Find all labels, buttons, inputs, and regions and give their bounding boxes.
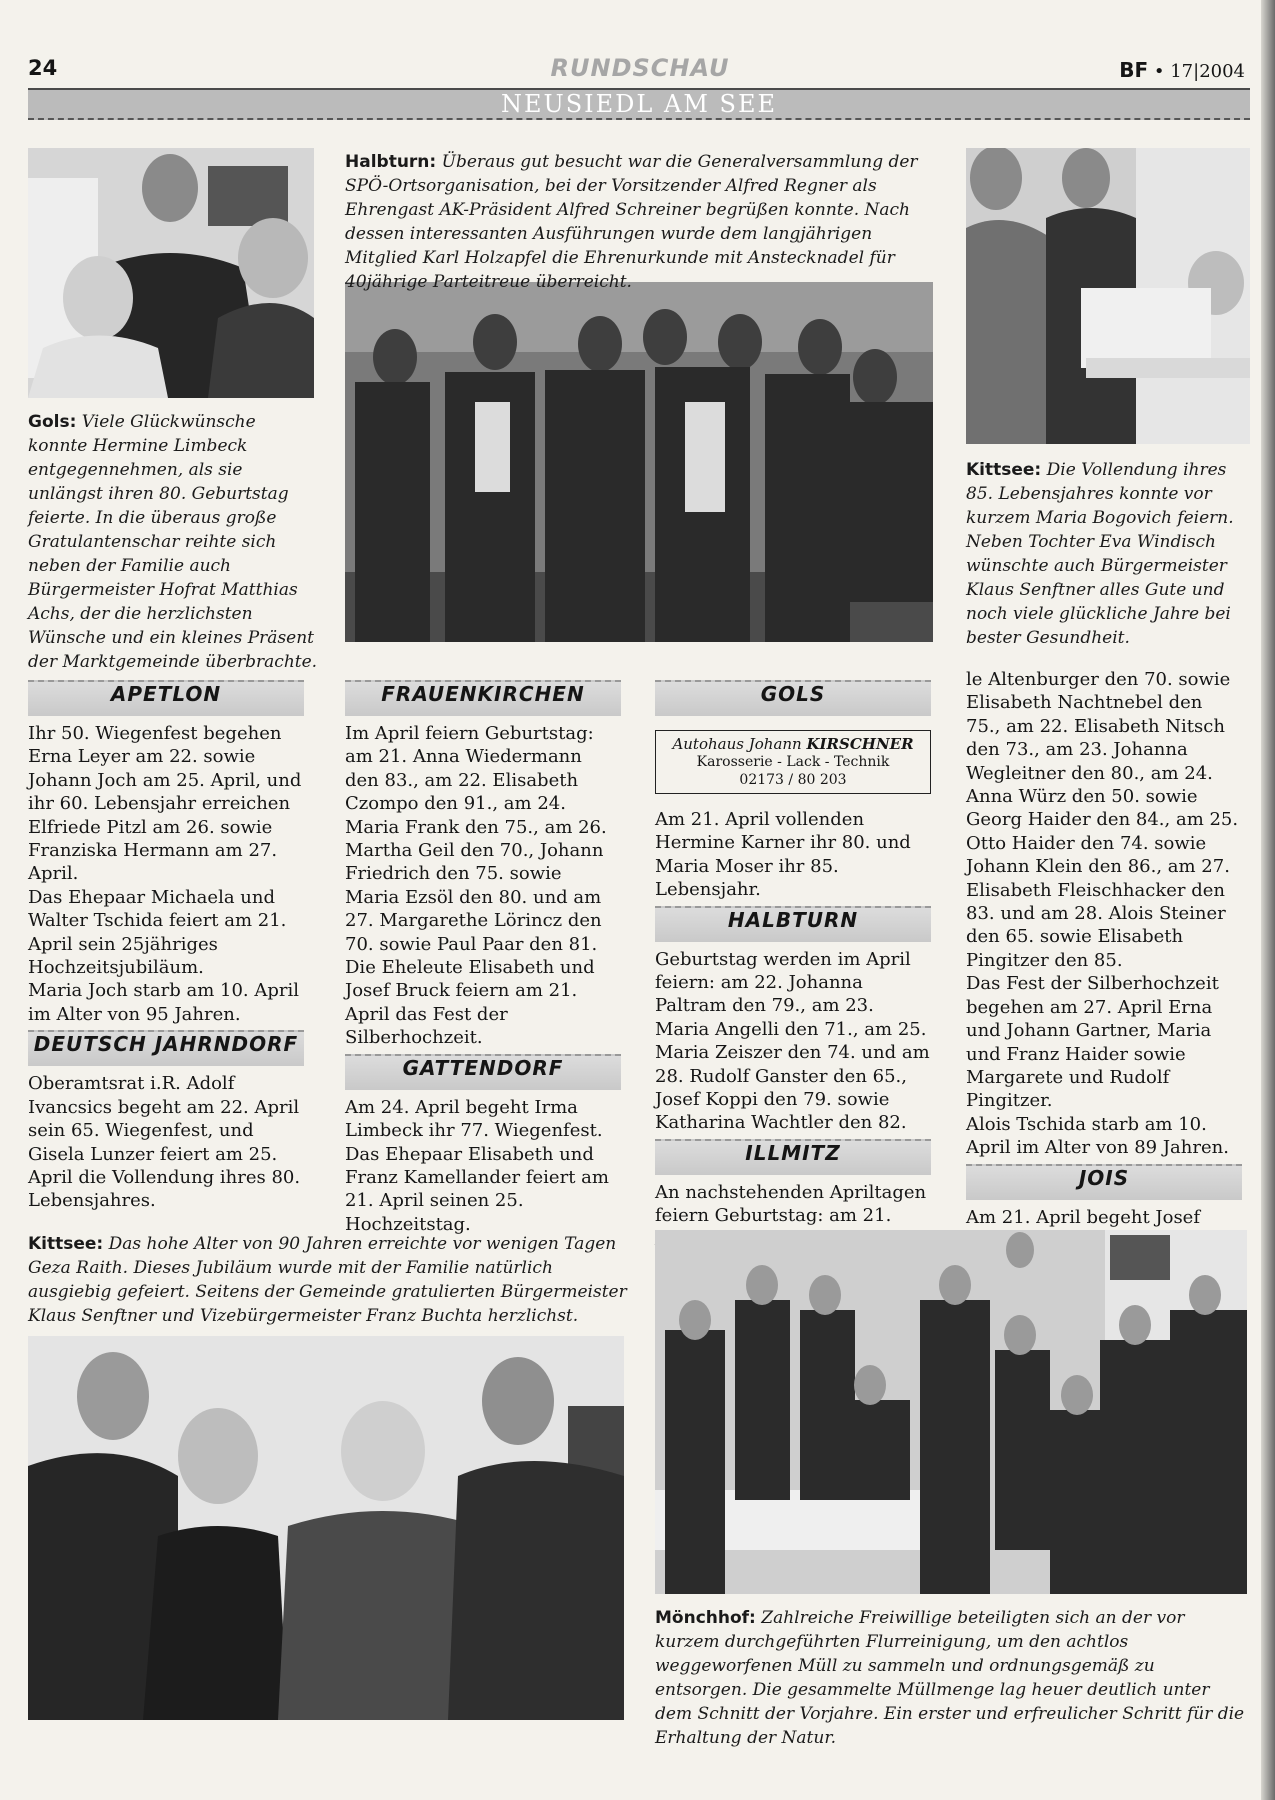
- ad-autohaus-kirschner: [655, 730, 931, 794]
- photo-halbturn: [345, 282, 933, 642]
- continued-para: Alois Tschida starb am 10. April im Alter von 89 Jahren.: [966, 1113, 1229, 1159]
- issue-brand: BF: [1119, 58, 1149, 82]
- photo-kittsee-top: [966, 148, 1250, 444]
- section-title: NEUSIEDL AM SEE: [500, 90, 777, 118]
- apetlon-para: Ihr 50. Wiegenfest begehen Erna Leyer am 22. sowie Johann Joch am 25. April, und ihr 60. Lebensjahr erreichen Elfriede Pitzl am 26. sowie Franziska Hermann am 27. April.: [28, 723, 302, 885]
- caption-gols-text: Viele Glückwünsche konnte Hermine Limbeck entgegennehmen, als sie unlängst ihren 80. Geburtstag feierte. In die überaus große Gratulantenschar reihte sich neben der Familie auch Bürgermeister Hofrat Matthias Achs, der die herzlichsten Wünsche und ein kleines Präsent der Marktgemeinde überbrachte.: [28, 412, 318, 672]
- apetlon-para: Maria Joch starb am 10. April im Alter von 95 Jahren.: [28, 980, 299, 1025]
- caption-kittsee-top: [966, 458, 1248, 650]
- issue-separator: •: [1153, 61, 1165, 82]
- caption-moenchhof: [655, 1606, 1245, 1750]
- column-4: [966, 668, 1242, 1276]
- gattendorf-para: Das Ehepaar Elisabeth und Franz Kamellander feiert am 21. April seinen 25. Hochzeitstag.: [345, 1143, 609, 1235]
- illmitz-para: An nachstehenden Apriltagen feiern Geburtstag: am 21.: [655, 1181, 927, 1227]
- section-header-deutsch-jahrndorf: DEUTSCH JAHRNDORF: [28, 1030, 304, 1066]
- caption-kittsee-top-text: Die Vollendung ihres 85. Lebensjahres konnte vor kurzem Maria Bogovich feiern. Neben Tochter Eva Windisch wünschte auch Bürgermeister Klaus Senftner alles Gute und noch viele glückliche Jahre bei bester Gesundheit.: [966, 460, 1234, 648]
- section-header-gols: GOLS: [655, 680, 931, 716]
- photo-kittsee-bottom: [28, 1336, 624, 1720]
- gols-para: Am 21. April vollenden Hermine Karner ihr 80. und Maria Moser ihr 85. Lebensjahr.: [655, 809, 911, 901]
- ad-name: Autohaus Johann KIRSCHNER: [672, 735, 914, 753]
- caption-halbturn-place: Halbturn:: [345, 152, 437, 172]
- caption-kittsee-bottom-text: Das hohe Alter von 90 Jahren erreichte vor wenigen Tagen Geza Raith. Dieses Jubiläum wurde mit der Familie natürlich ausgiebig gefeiert. Seitens der Gemeinde gratulierten Bürgermeister Klaus Senftner und Vizebürgermeister Franz Buchta herzlichst.: [28, 1234, 627, 1326]
- deutsch-jahrndorf-para: Oberamtsrat i.R. Adolf Ivancsics begeht am 22. April sein 65. Wiegenfest, und Gisela Lunzer feiert am 25. April die Vollendung ihres 80. Lebensjahres.: [28, 1073, 301, 1212]
- ad-services: Karosserie - Lack - Technik: [696, 754, 890, 770]
- page-number: 24: [28, 56, 58, 80]
- caption-gols-place: Gols:: [28, 412, 77, 432]
- caption-kittsee-bottom: [28, 1232, 628, 1328]
- caption-moenchhof-text: Zahlreiche Freiwillige beteiligten sich an der vor kurzem durchgeführten Flurreinigung, um den achtlos weggeworfenen Müll zu sammeln und ordnungsgemäß zu entsorgen. Die gesammelte Müllmenge lag heuer deutlich unter dem Schnitt der Vorjahre. Ein erster und erfreulicher Schritt für die Erhaltung der Natur.: [655, 1608, 1245, 1748]
- column-1: [28, 676, 304, 1213]
- apetlon-para: Das Ehepaar Michaela und Walter Tschida feiert am 21. April sein 25jähriges Hochzeitsjubiläum.: [28, 886, 287, 979]
- issue-info: [1119, 58, 1245, 82]
- continued-para: Das Fest der Silberhochzeit begehen am 27. April Erna und Johann Gartner, Maria und Franz Haider sowie Margarete und Rudolf Pingitzer.: [966, 973, 1219, 1112]
- section-header-halbturn: HALBTURN: [655, 906, 931, 942]
- section-header-jois: JOIS: [966, 1164, 1242, 1200]
- ad-phone: 02173 / 80 203: [739, 772, 847, 788]
- continued-para: le Altenburger den 70. sowie Elisabeth Nachtnebel den 75., am 22. Elisabeth Nitsch den 73., am 23. Johanna Wegleitner den 80., am 24. Anna Würz den 50. sowie Georg Haider den 84., am 25. Otto Haider den 74. sowie Johann Klein den 86., am 27. Elisabeth Fleischhacker den 83. und am 28. Alois Steiner den 65. sowie Elisabeth Pingitzer den 85.: [966, 669, 1239, 971]
- issue-number: 17|2004: [1170, 61, 1245, 82]
- photo-gols: [28, 148, 314, 398]
- caption-halbturn-text: Überaus gut besucht war die Generalversammlung der SPÖ-Ortsorganisation, bei der Vorsitzender Alfred Regner als Ehrengast AK-Präsident Alfred Schreiner begrüßen konnte. Nach dessen interessanten Ausführungen wurde dem langjährigen Mitglied Karl Holzapfel die Ehrenurkunde mit Anstecknadel für 40jährige Parteitreue überreicht.: [345, 152, 918, 292]
- column-2: [345, 676, 621, 1236]
- section-header-apetlon: APETLON: [28, 680, 304, 716]
- section-header-gattendorf: GATTENDORF: [345, 1054, 621, 1090]
- jois-para: Am 21. April begeht Josef: [966, 1206, 1200, 1228]
- section-header-illmitz: ILLMITZ: [655, 1139, 931, 1175]
- frauenkirchen-para: Im April feiern Geburtstag: am 21. Anna Wiedermann den 83., am 22. Elisabeth Czompo den 91., am 24. Maria Frank den 75., am 26. Martha Geil den 70., Johann Friedrich den 75. sowie Maria Ezsöl den 80. und am 27. Margarethe Lörincz den 70. sowie Paul Paar den 81.: [345, 723, 607, 955]
- photo-moenchhof: [655, 1230, 1247, 1594]
- masthead: RUNDSCHAU: [550, 54, 730, 82]
- gattendorf-para: Am 24. April begeht Irma Limbeck ihr 77. Wiegenfest.: [345, 1096, 603, 1142]
- halbturn-para: Geburtstag werden im April feiern: am 22. Johanna Paltram den 79., am 23. Maria Angelli den 71., am 25. Maria Zeiszer den 74. und am 28. Rudolf Ganster den 65., Josef Koppi den 79. sowie Katharina Wachtler den 82.: [655, 948, 930, 1134]
- frauenkirchen-para: Die Eheleute Elisabeth und Josef Bruck feiern am 21. April das Fest der Silberhochzeit.: [345, 957, 595, 1049]
- caption-kittsee-top-place: Kittsee:: [966, 460, 1042, 480]
- section-header-frauenkirchen: FRAUENKIRCHEN: [345, 680, 621, 716]
- caption-gols: [28, 410, 318, 674]
- column-3: [655, 676, 931, 1251]
- page-edge-shadow: [1261, 0, 1275, 1800]
- caption-moenchhof-place: Mönchhof:: [655, 1608, 756, 1628]
- caption-kittsee-bottom-place: Kittsee:: [28, 1234, 104, 1254]
- caption-halbturn: [345, 150, 935, 294]
